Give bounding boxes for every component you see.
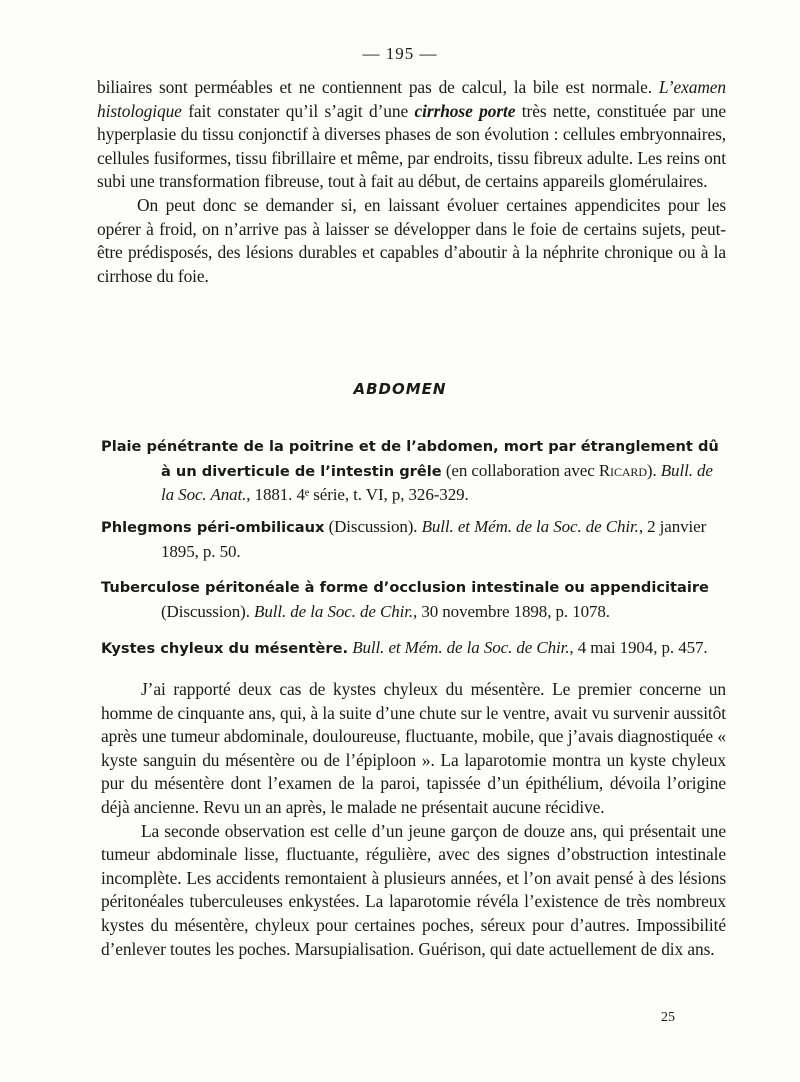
signature-mark: 25 [661, 1010, 675, 1025]
section-heading: ABDOMEN [353, 380, 447, 398]
paragraph-histology [97, 76, 726, 194]
case-report-text [101, 678, 726, 961]
text-run: ). [646, 460, 661, 480]
page-number-header: — 195 — [362, 44, 438, 63]
text-run: Bull. de la Soc. Anat. [161, 460, 713, 505]
text-run: Phlegmons péri-ombilicaux [101, 519, 325, 536]
text-run: Kystes chyleux du mésentère. [101, 640, 349, 657]
text-run: Plaie pénétrante de la poitrine et de l’abdomen, mort par étranglement dû à un diverticule de l’intestin grêle [101, 438, 719, 480]
text-run: , 1881. 4ᵉ série, t. VI, p, 326-329. [246, 485, 469, 505]
intro-text [97, 76, 726, 288]
text-run: Ricard [598, 460, 647, 480]
text-run: , 30 novembre 1898, p. 1078. [413, 601, 610, 621]
bibliography-entry-1 [101, 434, 726, 507]
paragraph-conclusion: On peut donc se demander si, en laissant évoluer certaines appendicites pour les opérer à froid, on n’arrive pas à laisser se développer dans le foie de certains sujets, peut-être prédisposés, des lésions durables et capables d’aboutir à la néphrite chronique ou à la cirrhose du foie. [97, 194, 726, 286]
bibliography-entry-3 [101, 575, 726, 623]
text-run: (en collaboration avec [441, 460, 599, 480]
bibliography-entry-2 [101, 515, 726, 563]
text-run: biliaires sont perméables et ne contiennent pas de calcul, la bile est normale. [97, 77, 659, 97]
text-run: Tuberculose péritonéale à forme d’occlusion intestinale ou appendicitaire [101, 579, 709, 596]
text-run: cirrhose porte [414, 100, 516, 121]
paragraph-second-case: La seconde observation est celle d’un jeune garçon de douze ans, qui présentait une tumeur abdominale lisse, fluctuante, régulière, avec des signes d’obstruction intestinale incomplète. Les accidents remontaient à plusieurs années, et l’on avait pensé à des lésions péritonéales tuberculeuses enkystées. La laparotomie révéla l’existence de très nombreux kystes du mésentère, chyleux pour certaines poches, séreux pour d’autres. Impossibilité d’enlever toutes les poches. Marsupialisation. Guérison, qui date actuellement de dix ans. [101, 820, 726, 959]
text-run: , 2 janvier 1895, p. 50. [161, 517, 707, 561]
text-run: fait constater qu’il s’agit d’une [181, 100, 415, 121]
paragraph-first-case: J’ai rapporté deux cas de kystes chyleux du mésentère. Le premier concerne un homme de cinquante ans, qui, à la suite d’une chute sur le ventre, avait vu survenir aussitôt après une tumeur abdominale, douloureuse, fluctuante, mobile, que j’avais diagnostiquée « kyste sanguin du mésentère ou de l’épiploon ». La laparotomie montra un kyste chyleux pur du mésentère dont l’examen de la paroi, tapissée d’un épithélium, dévoila l’origine déjà ancienne. Revu un an après, le malade ne présentait aucune récidive. [101, 679, 726, 817]
text-run: Bull. et Mém. de la Soc. de Chir. [421, 517, 639, 536]
text-run: L’examen histologique [97, 77, 726, 121]
text-run: Bull. et Mém. de la Soc. de Chir. [352, 638, 570, 657]
text-run: très nette, constituée par une hyperplasie du tissu conjonctif à diverses phases de son évolution : cellules embryonnaires, cellules fusiformes, tissu fibrillaire et même, par endroits, tissu fibreux adulte. Les reins ont subi une transformation fibreuse, tout à fait au début, de certains appareils glomérulaires. [97, 100, 726, 192]
text-run: Bull. de la Soc. de Chir. [254, 601, 414, 621]
text-run: , 4 mai 1904, p. 457. [569, 638, 708, 657]
bibliography-entry-4 [101, 636, 726, 661]
text-run: (Discussion). [161, 601, 255, 621]
text-run: (Discussion). [324, 517, 422, 536]
